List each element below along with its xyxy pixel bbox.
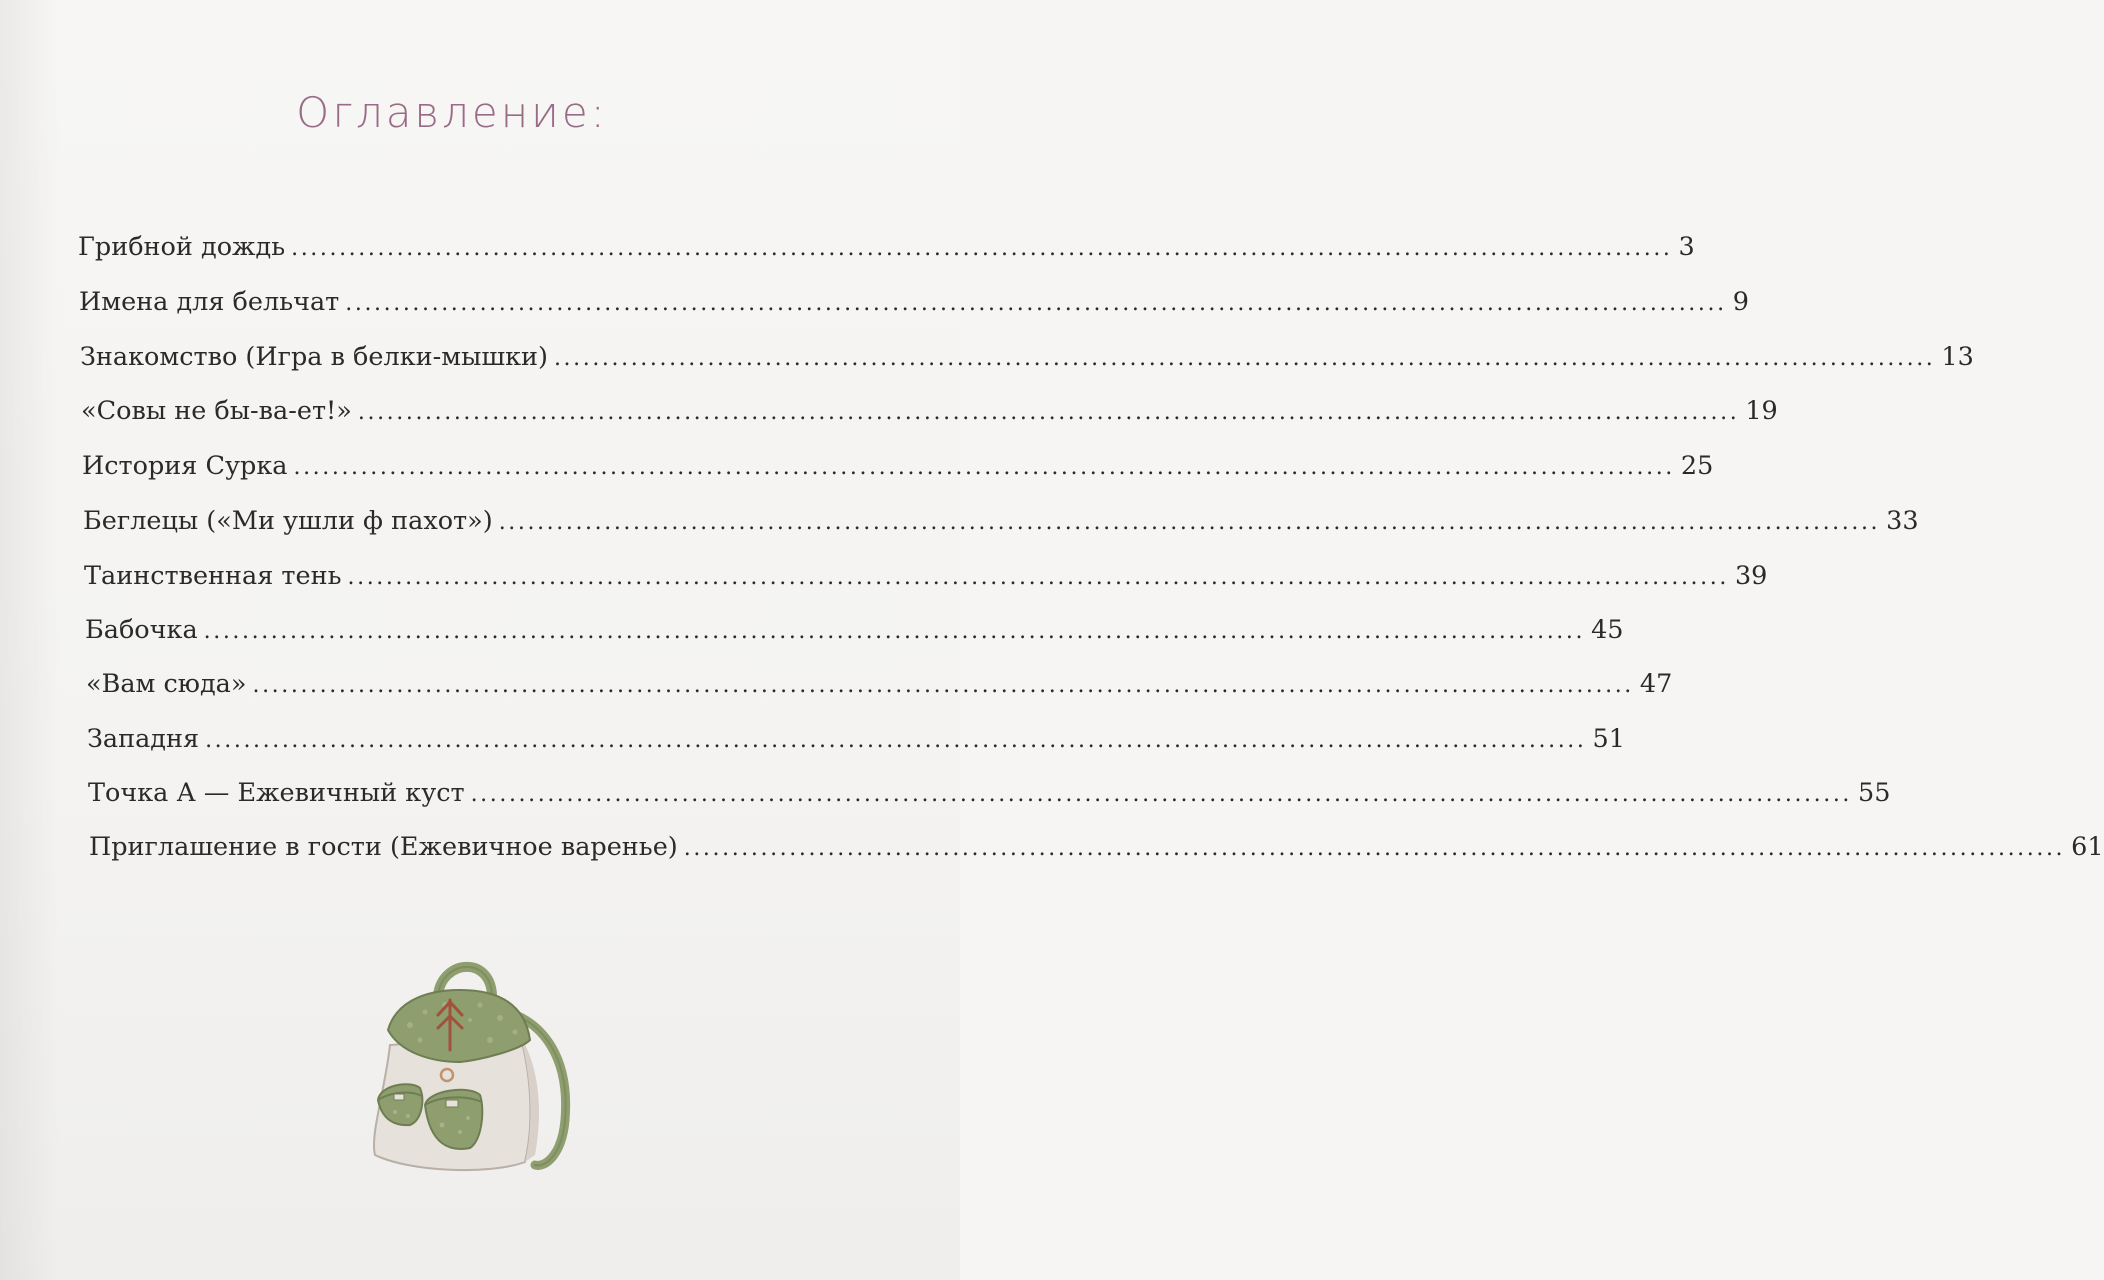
toc-entry-title: Грибной дождь	[78, 232, 286, 262]
toc-entry	[81, 396, 1778, 436]
toc-entry-title: Западня	[87, 724, 200, 754]
toc-entry-title: Беглецы («Ми ушли ф пахот»)	[83, 506, 493, 536]
toc-entry-title: Имена для бельчат	[79, 287, 340, 317]
toc-entry-page: 9	[1732, 287, 1749, 317]
toc-leader-dots: ................................................................................................................................................	[470, 782, 1853, 807]
toc-leader-dots: ................................................................................................................................................	[293, 455, 1675, 480]
toc-leader-dots: ................................................................................................................................................	[357, 400, 1740, 425]
toc-entry	[84, 561, 1768, 601]
toc-entry	[87, 724, 1625, 764]
toc-entry-page: 25	[1680, 451, 1714, 481]
toc-entry	[79, 287, 1749, 327]
toc-entry	[88, 778, 1891, 818]
toc-entry	[78, 232, 1695, 272]
toc-entry-page: 45	[1591, 615, 1624, 645]
toc-entry-page: 51	[1592, 724, 1625, 754]
toc-entry-page: 61	[2071, 832, 2104, 862]
toc-entry	[82, 451, 1714, 491]
toc-entry-page: 19	[1745, 396, 1778, 426]
toc-entry-title: Точка А — Ежевичный куст	[88, 778, 465, 808]
toc-entry-title: «Вам сюда»	[86, 669, 247, 699]
toc-entry-page: 55	[1858, 778, 1891, 808]
toc-entry-title: Бабочка	[85, 615, 198, 645]
toc-entry	[86, 669, 1673, 709]
toc-leader-dots: ................................................................................................................................................	[553, 346, 1936, 371]
toc-entry-title: Таинственная тень	[84, 561, 342, 591]
toc-entry	[85, 615, 1624, 655]
page-title: Оглавление:	[296, 88, 608, 137]
toc-entry-page: 47	[1639, 669, 1673, 699]
backpack-icon	[350, 950, 590, 1180]
toc-entry-page: 13	[1941, 342, 1974, 372]
toc-leader-dots: ................................................................................................................................................	[347, 565, 1729, 590]
toc-leader-dots: ................................................................................................................................................	[345, 291, 1727, 316]
toc-entry	[83, 506, 1919, 546]
toc-leader-dots: ................................................................................................................................................	[252, 673, 1634, 698]
toc-leader-dots: ................................................................................................................................................	[683, 836, 2066, 861]
toc-leader-dots: ................................................................................................................................................	[203, 619, 1586, 644]
toc-entry-page: 33	[1886, 506, 1919, 536]
toc-leader-dots: ................................................................................................................................................	[291, 236, 1673, 261]
toc-entry-title: Приглашение в гости (Ежевичное варенье)	[89, 832, 678, 862]
toc-entry-page: 3	[1678, 232, 1695, 262]
toc-entry-title: История Сурка	[82, 451, 288, 481]
toc-entry	[89, 832, 2104, 872]
toc-entry-title: «Совы не бы-ва-ет!»	[81, 396, 352, 426]
toc-entry	[80, 342, 1974, 382]
toc-leader-dots: ................................................................................................................................................	[498, 510, 1881, 535]
toc-entry-page: 39	[1734, 561, 1768, 591]
toc-entry-title: Знакомство (Игра в белки-мышки)	[80, 342, 548, 372]
toc-leader-dots: ................................................................................................................................................	[205, 728, 1587, 753]
